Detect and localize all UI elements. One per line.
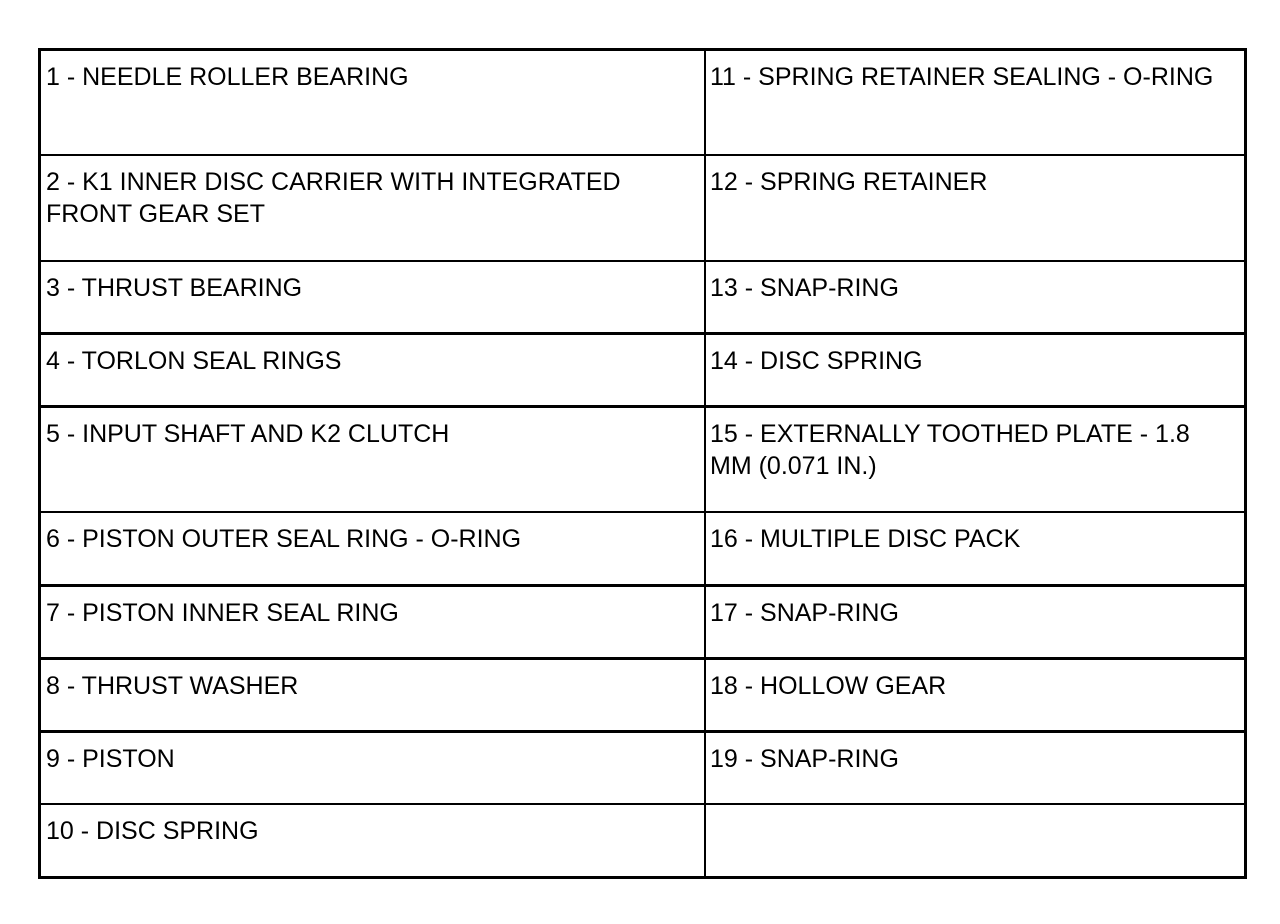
legend-cell: 3 - THRUST BEARING (40, 261, 706, 334)
legend-cell: 8 - THRUST WASHER (40, 658, 706, 731)
legend-cell: 9 - PISTON (40, 731, 706, 804)
table-row (40, 585, 1246, 658)
table-row (40, 261, 1246, 334)
legend-cell: 16 - MULTIPLE DISC PACK (705, 512, 1246, 585)
legend-cell: 10 - DISC SPRING (40, 804, 706, 877)
legend-cell: 7 - PISTON INNER SEAL RING (40, 585, 706, 658)
table-row (40, 731, 1246, 804)
table-row (40, 512, 1246, 585)
legend-cell: 11 - SPRING RETAINER SEALING - O-RING (705, 50, 1246, 156)
table-row (40, 804, 1246, 877)
legend-cell: 19 - SNAP-RING (705, 731, 1246, 804)
legend-cell: 18 - HOLLOW GEAR (705, 658, 1246, 731)
legend-cell: 12 - SPRING RETAINER (705, 155, 1246, 261)
table-row (40, 658, 1246, 731)
table-row (40, 155, 1246, 261)
legend-cell: 13 - SNAP-RING (705, 261, 1246, 334)
table-row (40, 407, 1246, 513)
legend-cell: 6 - PISTON OUTER SEAL RING - O-RING (40, 512, 706, 585)
legend-cell (705, 804, 1246, 877)
parts-legend-table (38, 48, 1247, 879)
table-row (40, 50, 1246, 156)
legend-cell: 4 - TORLON SEAL RINGS (40, 334, 706, 407)
table-row (40, 334, 1246, 407)
legend-cell: 15 - EXTERNALLY TOOTHED PLATE - 1.8 MM (0.071 IN.) (705, 407, 1246, 513)
legend-cell: 2 - K1 INNER DISC CARRIER WITH INTEGRATED FRONT GEAR SET (40, 155, 706, 261)
legend-cell: 17 - SNAP-RING (705, 585, 1246, 658)
legend-cell: 14 - DISC SPRING (705, 334, 1246, 407)
legend-cell: 5 - INPUT SHAFT AND K2 CLUTCH (40, 407, 706, 513)
legend-cell: 1 - NEEDLE ROLLER BEARING (40, 50, 706, 156)
